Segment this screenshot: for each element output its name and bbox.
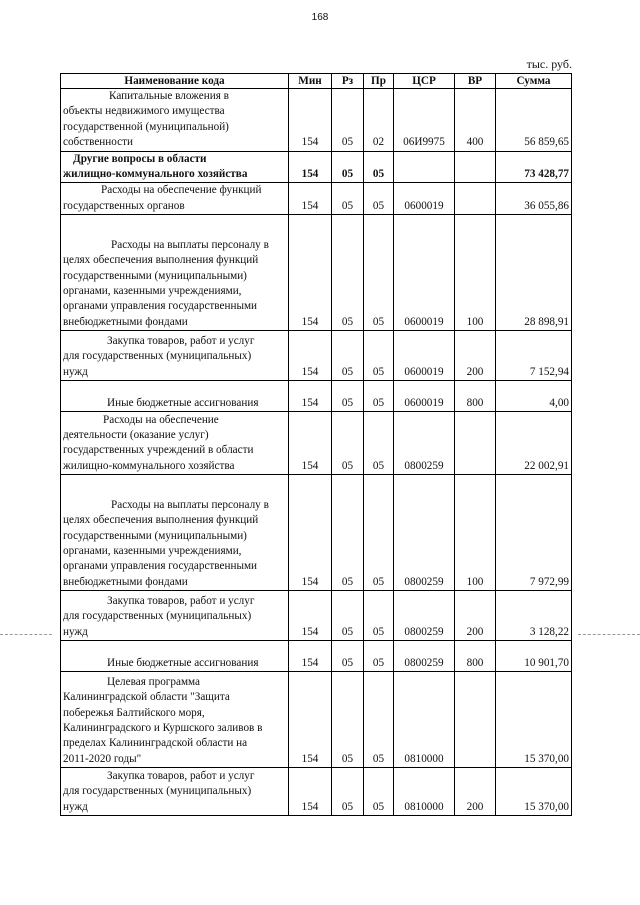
table-row (61, 381, 572, 412)
row-name-cell (61, 381, 289, 412)
row-name-line: Расходы на выплаты персоналу в (111, 238, 269, 251)
row-rz-cell: 05 (332, 151, 364, 183)
table-row (61, 591, 572, 641)
table-row (61, 151, 572, 183)
row-sum-cell: 15 370,00 (496, 672, 572, 768)
row-rz-cell: 05 (332, 591, 364, 641)
row-csr-cell: 0800259 (394, 412, 455, 475)
column-header-vr: ВР (455, 74, 496, 89)
row-name-line: Закупка товаров, работ и услуг (107, 335, 255, 348)
row-sum-cell: 10 901,70 (496, 641, 572, 672)
row-name-line: Расходы на выплаты персоналу в (111, 498, 269, 511)
row-min-cell: 154 (289, 381, 332, 412)
row-min-cell: 154 (289, 183, 332, 215)
row-name-line: органами управления государственными (63, 560, 258, 573)
table-row (61, 412, 572, 475)
row-sum-cell: 7 972,99 (496, 475, 572, 591)
row-name-line: внебюджетными фондами (63, 315, 188, 328)
row-pr-cell: 05 (364, 591, 394, 641)
row-rz-cell: 05 (332, 89, 364, 152)
row-pr-cell: 05 (364, 672, 394, 768)
row-name-line: Капитальные вложения в (109, 90, 229, 102)
row-csr-cell: 0800259 (394, 475, 455, 591)
row-rz-cell: 05 (332, 641, 364, 672)
row-vr-cell: 100 (455, 475, 496, 591)
row-name-line: пределах Калининградской области на (63, 737, 248, 750)
row-name-line: для государственных (муниципальных) (63, 785, 252, 798)
column-header-name: Наименование кода (61, 74, 289, 89)
row-name-line: 2011-2020 годы" (63, 752, 142, 765)
table-row (61, 475, 572, 591)
row-name-line: для государственных (муниципальных) (63, 610, 252, 623)
row-csr-cell: 0810000 (394, 768, 455, 816)
row-min-cell: 154 (289, 475, 332, 591)
row-pr-cell: 05 (364, 641, 394, 672)
row-rz-cell: 05 (332, 475, 364, 591)
row-csr-cell: 0600019 (394, 331, 455, 381)
row-min-cell: 154 (289, 151, 332, 183)
row-pr-cell: 05 (364, 475, 394, 591)
row-name-line: побережья Балтийского моря, (63, 706, 205, 719)
row-name-line: для государственных (муниципальных) (63, 350, 252, 363)
row-name-line: Иные бюджетные ассигнования (107, 656, 259, 669)
row-min-cell: 154 (289, 641, 332, 672)
row-name-line: Закупка товаров, работ и услуг (107, 770, 255, 783)
row-min-cell: 154 (289, 89, 332, 152)
row-name-line: деятельности (оказание услуг) (63, 429, 209, 442)
row-sum-cell: 56 859,65 (496, 89, 572, 152)
row-name-cell (61, 591, 289, 641)
row-vr-cell (455, 183, 496, 215)
row-rz-cell: 05 (332, 768, 364, 816)
row-name-line: Целевая программа (107, 675, 201, 688)
row-csr-cell: 0600019 (394, 381, 455, 412)
row-min-cell: 154 (289, 412, 332, 475)
row-rz-cell: 05 (332, 381, 364, 412)
row-name-line: Калининградской области "Защита (63, 691, 230, 704)
scan-line-left (0, 634, 52, 635)
row-csr-cell: 0810000 (394, 672, 455, 768)
column-header-sum: Сумма (496, 74, 572, 89)
row-name-cell (61, 89, 289, 152)
row-vr-cell: 200 (455, 331, 496, 381)
row-sum-cell: 4,00 (496, 381, 572, 412)
row-name-line: целях обеспечения выполнения функций (63, 514, 259, 527)
row-vr-cell (455, 672, 496, 768)
row-name-line: Калининградского и Куршского заливов в (63, 722, 263, 735)
table-row (61, 768, 572, 816)
column-header-csr: ЦСР (394, 74, 455, 89)
row-name-line: органами, казенными учреждениями, (63, 545, 242, 558)
budget-table (60, 73, 572, 816)
row-pr-cell: 05 (364, 381, 394, 412)
table-row (61, 641, 572, 672)
table-row (61, 672, 572, 768)
row-vr-cell: 200 (455, 768, 496, 816)
row-name-line: органами, казенными учреждениями, (63, 285, 242, 298)
row-vr-cell: 400 (455, 89, 496, 152)
row-csr-cell: 0800259 (394, 641, 455, 672)
row-rz-cell: 05 (332, 331, 364, 381)
row-csr-cell (394, 151, 455, 183)
row-name-cell (61, 412, 289, 475)
row-sum-cell: 36 055,86 (496, 183, 572, 215)
row-min-cell: 154 (289, 768, 332, 816)
row-csr-cell: 0800259 (394, 591, 455, 641)
row-name-line: жилищно-коммунального хозяйства (63, 168, 248, 181)
row-csr-cell: 0600019 (394, 215, 455, 331)
row-name-cell (61, 641, 289, 672)
row-name-line: государственными (муниципальными) (63, 269, 247, 282)
row-vr-cell (455, 412, 496, 475)
column-header-pr: Пр (364, 74, 394, 89)
table-row (61, 215, 572, 331)
row-min-cell: 154 (289, 215, 332, 331)
row-sum-cell: 73 428,77 (496, 151, 572, 183)
row-min-cell: 154 (289, 672, 332, 768)
row-name-cell (61, 768, 289, 816)
row-name-line: целях обеспечения выполнения функций (63, 254, 259, 267)
page-number: 168 (311, 12, 329, 23)
row-name-line: внебюджетными фондами (63, 575, 188, 588)
row-rz-cell: 05 (332, 215, 364, 331)
row-pr-cell: 05 (364, 768, 394, 816)
row-sum-cell: 7 152,94 (496, 331, 572, 381)
row-name-cell (61, 672, 289, 768)
row-name-line: нужд (63, 365, 88, 378)
row-name-line: объекты недвижимого имущества (63, 105, 225, 118)
column-header-rz: Рз (332, 74, 364, 89)
row-csr-cell: 0600019 (394, 183, 455, 215)
row-name-cell (61, 331, 289, 381)
table-row (61, 331, 572, 381)
row-pr-cell: 05 (364, 183, 394, 215)
row-sum-cell: 28 898,91 (496, 215, 572, 331)
row-name-line: нужд (63, 800, 88, 813)
row-name-cell (61, 215, 289, 331)
row-name-line: нужд (63, 625, 88, 638)
row-name-line: Расходы на обеспечение (103, 413, 219, 426)
table-row (61, 89, 572, 152)
row-name-line: государственных учреждений в области (63, 444, 254, 457)
row-name-line: государственной (муниципальной) (63, 120, 229, 133)
units-label: тыс. руб. (526, 57, 572, 71)
row-rz-cell: 05 (332, 412, 364, 475)
row-name-line: государственными (муниципальными) (63, 529, 247, 542)
row-min-cell: 154 (289, 331, 332, 381)
row-name-line: Иные бюджетные ассигнования (107, 396, 259, 409)
row-pr-cell: 05 (364, 151, 394, 183)
row-name-cell (61, 151, 289, 183)
row-rz-cell: 05 (332, 672, 364, 768)
row-name-line: жилищно-коммунального хозяйства (63, 459, 235, 472)
row-sum-cell: 15 370,00 (496, 768, 572, 816)
table-header-row (61, 74, 572, 89)
row-vr-cell (455, 151, 496, 183)
row-rz-cell: 05 (332, 183, 364, 215)
row-vr-cell: 800 (455, 381, 496, 412)
row-vr-cell: 100 (455, 215, 496, 331)
row-name-line: органами управления государственными (63, 300, 258, 313)
row-pr-cell: 05 (364, 412, 394, 475)
row-pr-cell: 05 (364, 331, 394, 381)
row-pr-cell: 02 (364, 89, 394, 152)
row-min-cell: 154 (289, 591, 332, 641)
row-vr-cell: 800 (455, 641, 496, 672)
column-header-min: Мин (289, 74, 332, 89)
row-pr-cell: 05 (364, 215, 394, 331)
row-vr-cell: 200 (455, 591, 496, 641)
scan-line-right (578, 634, 640, 635)
row-sum-cell: 22 002,91 (496, 412, 572, 475)
row-name-cell (61, 475, 289, 591)
table-row (61, 183, 572, 215)
row-name-cell (61, 183, 289, 215)
row-name-line: Расходы на обеспечение функций (101, 184, 262, 197)
row-name-line: Другие вопросы в области (73, 152, 207, 165)
row-sum-cell: 3 128,22 (496, 591, 572, 641)
row-name-line: государственных органов (63, 199, 185, 212)
row-name-line: собственности (63, 136, 133, 149)
row-name-line: Закупка товаров, работ и услуг (107, 595, 255, 608)
row-csr-cell: 06И9975 (394, 89, 455, 152)
